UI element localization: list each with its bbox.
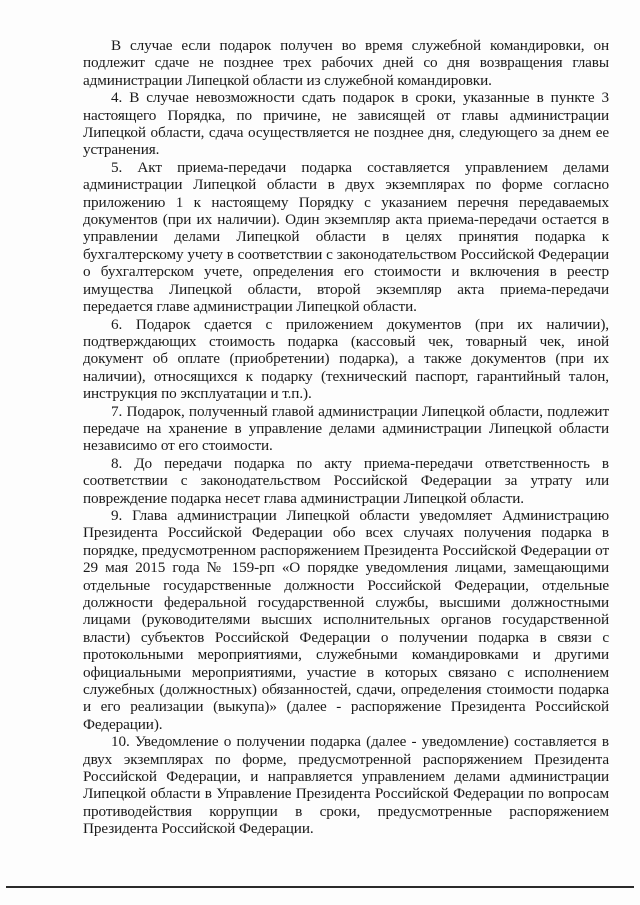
paragraph-8: 8. До передачи подарка по акту приема-передачи ответственность в соответствии с законодательством Российской Федерации за утрату или повреждение подарка несет глава администрации Липецкой области. [83, 454, 609, 507]
paragraph-5: 5. Акт приема-передачи подарка составляется управлением делами администрации Липецкой области в двух экземплярах по форме согласно приложению 1 к настоящему Порядку с указанием перечня передаваемых документов (при их наличии). Один экземпляр акта приема-передачи остается в управлении делами Липецкой области в целях принятия подарка к бухгалтерскому учету в соответствии с законодательством Российской Федерации о бухгалтерском учете, определения его стоимости и включения в реестр имущества Липецкой области, второй экземпляр акта приема-передачи передается главе администрации Липецкой области. [83, 158, 609, 316]
paragraph-9: 9. Глава администрации Липецкой области уведомляет Администрацию Президента Российской Федерации обо всех случаях получения подарка в порядке, предусмотренном распоряжением Президента Российской Федерации от 29 мая 2015 года № 159-рп «О порядке уведомления лицами, замещающими отдельные государственные должности Российской Федерации, отдельные должности федеральной государственной службы, высшими должностными лицами (руководителями высших исполнительных органов государственной власти) субъектов Российской Федерации о получении подарка в связи с протокольными мероприятиями, служебными командировками и другими официальными мероприятиями, участие в которых связано с исполнением служебных (должностных) обязанностей, сдачи, определения стоимости подарка и его реализации (выкупа)» (далее - распоряжение Президента Российской Федерации). [83, 506, 609, 733]
paragraph-6: 6. Подарок сдается с приложением документов (при их наличии), подтверждающих стоимость подарка (кассовый чек, товарный чек, иной документ об оплате (приобретении) подарка), а также документов (при их наличии), относящихся к подарку (технический паспорт, гарантийный талон, инструкция по эксплуатации и т.п.). [83, 315, 609, 403]
paragraph-10: 10. Уведомление о получении подарка (далее - уведомление) составляется в двух экземплярах по форме, предусмотренной распоряжением Президента Российской Федерации, и направляется управлением делами администрации Липецкой области в Управление Президента Российской Федерации по вопросам противодействия коррупции в сроки, предусмотренные распоряжением Президента Российской Федерации. [83, 733, 609, 838]
scan-bottom-edge [6, 886, 634, 888]
paragraph-business-trip: В случае если подарок получен во время служебной командировки, он подлежит сдаче не позднее трех рабочих дней со дня возвращения главы администрации Липецкой области из служебной командировки. [83, 37, 609, 89]
paragraph-7: 7. Подарок, полученный главой администрации Липецкой области, подлежит передаче на хранение в управление делами администрации Липецкой области независимо от его стоимости. [83, 402, 609, 455]
document-body [83, 37, 609, 838]
paragraph-4: 4. В случае невозможности сдать подарок в сроки, указанные в пункте 3 настоящего Порядка, по причине, не зависящей от главы администрации Липецкой области, сдача осуществляется не позднее дня, следующего за днем ее устранения. [83, 89, 609, 159]
